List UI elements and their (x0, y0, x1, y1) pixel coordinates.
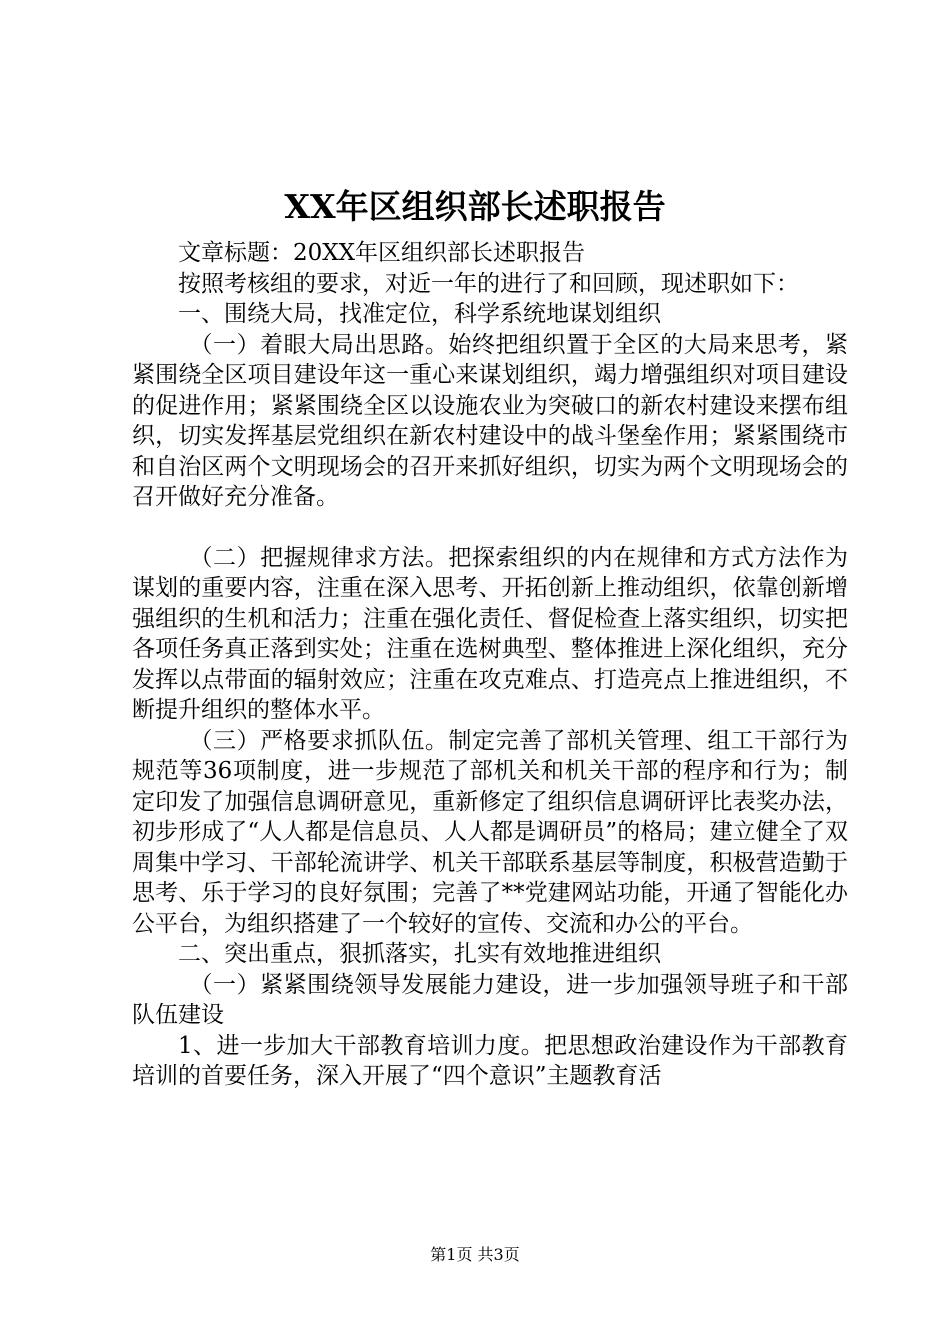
document-body (132, 238, 848, 1092)
document-title: XX年区组织部长述职报告 (284, 187, 666, 226)
paragraph-2-1: （一）紧紧围绕领导发展能力建设，进一步加强领导班子和干部队伍建设 (132, 971, 848, 1028)
page-footer: 第1页 共3页 (430, 1245, 520, 1264)
section-heading-1: 一、围绕大局，找准定位，科学系统地谋划组织 (178, 301, 661, 327)
paragraph-intro: 按照考核组的要求，对近一年的进行了和回顾，现述职如下： (178, 270, 799, 297)
paragraph-1-1: （一）着眼大局出思路。始终把组织置于全区的大局来思考，紧紧围绕全区项目建设年这一重心来谋划组织，竭力增强组织对项目建设的促进作用；紧紧围绕全区以设施农业为突破口的新农村建设来摆布组织，切实发挥基层党组织在新农村建设中的战斗堡垒作用；紧紧围绕市和自治区两个文明现场会的召开来抓好组织，切实为两个文明现场会的召开做好充分准备。 (132, 331, 848, 510)
paragraph-2-1-1: 1、进一步加大干部教育培训力度。把思想政治建设作为干部教育培训的首要任务，深入开展了“四个意识”主题教育活 (132, 1032, 848, 1089)
paragraph-1-2: （二）把握规律求方法。把探索组织的内在规律和方式方法作为谋划的重要内容，注重在深入思考、开拓创新上推动组织，依靠创新增强组织的生机和活力；注重在强化责任、督促检查上落实组织，切实把各项任务真正落到实处；注重在选树典型、整体推进上深化组织，充分发挥以点带面的辐射效应；注重在攻克难点、打造亮点上推进组织，不断提升组织的整体水平。 (132, 544, 848, 723)
paragraph-article-title: 文章标题：20XX年区组织部长述职报告 (178, 240, 586, 266)
paragraph-1-3: （三）严格要求抓队伍。制定完善了部机关管理、组工干部行为规范等36项制度，进一步规范了部机关和机关干部的程序和行为；制定印发了加强信息调研意见，重新修定了组织信息调研评比表奖办法，初步形成了“人人都是信息员、人人都是调研员”的格局；建立健全了双周集中学习、干部轮流讲学、机关干部联系基层等制度，积极营造勤于思考、乐于学习的良好氛围；完善了**党建网站功能，开通了智能化办公平台，为组织搭建了一个较好的宣传、交流和办公的平台。 (132, 727, 848, 937)
section-heading-2: 二、突出重点，狠抓落实，扎实有效地推进组织 (178, 941, 661, 967)
